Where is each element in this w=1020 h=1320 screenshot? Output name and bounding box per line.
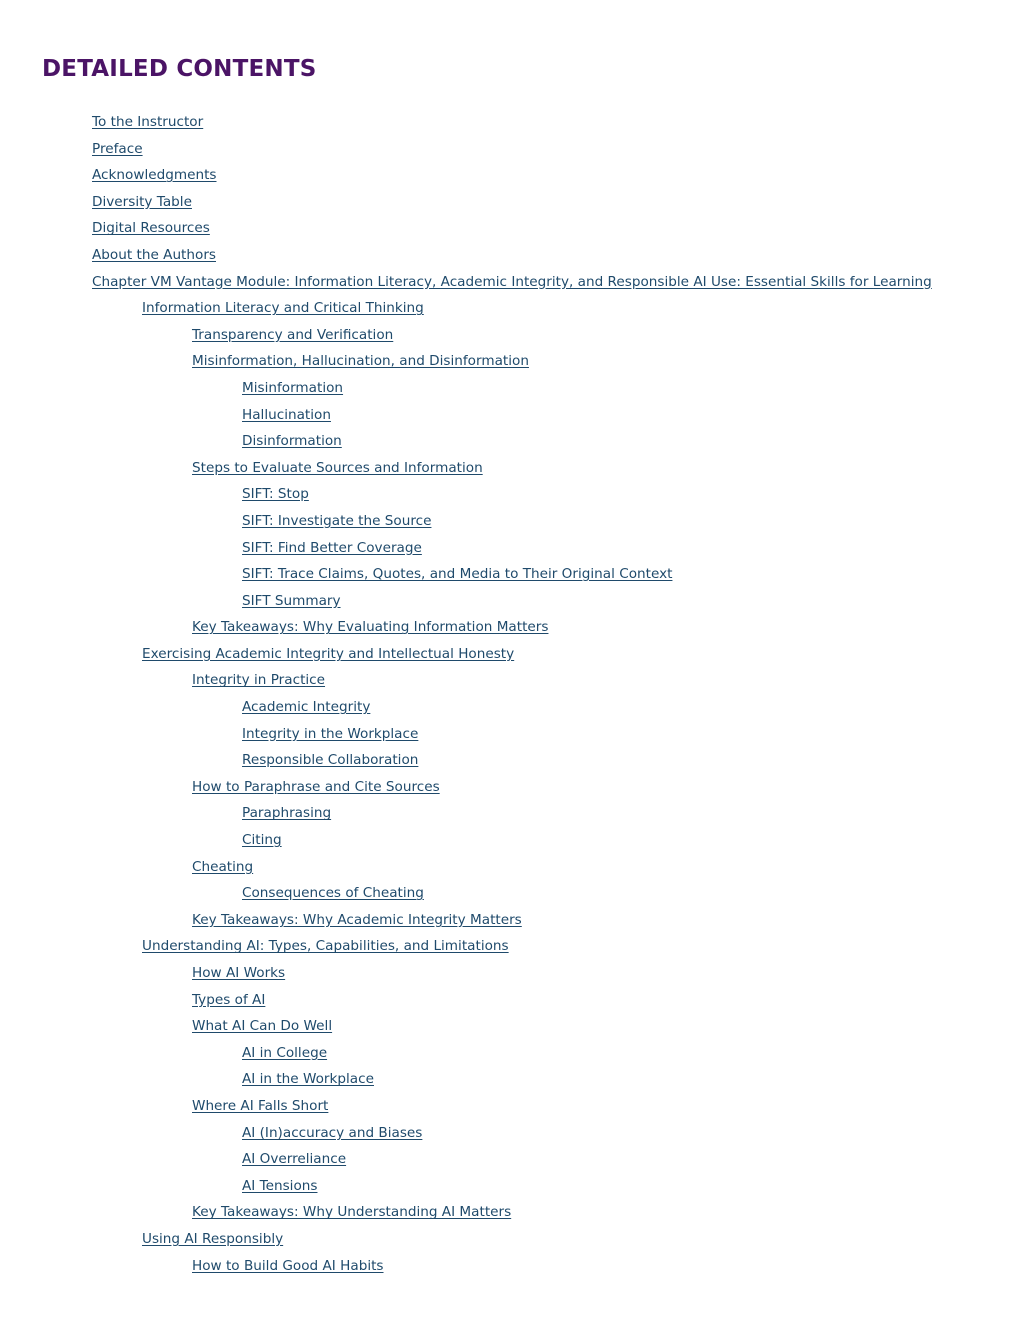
toc-entry	[0, 827, 932, 854]
toc-link[interactable]: Integrity in the Workplace	[242, 725, 419, 742]
toc-link[interactable]: SIFT: Stop	[242, 486, 309, 503]
toc-link[interactable]: AI Overreliance	[242, 1151, 347, 1168]
toc-link[interactable]: Key Takeaways: Why Academic Integrity Matters	[192, 911, 522, 928]
toc-entry	[0, 854, 932, 881]
toc-entry	[0, 614, 932, 641]
toc-link[interactable]: Digital Resources	[92, 220, 210, 237]
toc-entry	[0, 322, 932, 349]
toc-link[interactable]: Hallucination	[242, 406, 331, 423]
toc-entry	[0, 800, 932, 827]
toc-link[interactable]: Understanding AI: Types, Capabilities, and Limitations	[142, 938, 509, 955]
toc-entry	[0, 189, 932, 216]
toc-entry	[0, 1226, 932, 1253]
toc-link[interactable]: Citing	[242, 832, 282, 849]
toc-link[interactable]: How to Build Good AI Habits	[192, 1257, 384, 1274]
toc-link[interactable]: AI in College	[242, 1044, 328, 1061]
toc-link[interactable]: SIFT: Trace Claims, Quotes, and Media to Their Original Context	[242, 566, 673, 583]
toc-entry	[0, 428, 932, 455]
toc-entry	[0, 1093, 932, 1120]
toc-link[interactable]: About the Authors	[92, 246, 216, 263]
toc-entry	[0, 1199, 932, 1226]
toc-link[interactable]: Using AI Responsibly	[142, 1230, 284, 1247]
toc-link[interactable]: Disinformation	[242, 433, 342, 450]
toc-link[interactable]: Key Takeaways: Why Understanding AI Matters	[192, 1204, 512, 1221]
toc-link[interactable]: To the Instructor	[92, 114, 204, 130]
toc-link[interactable]: SIFT: Find Better Coverage	[242, 539, 422, 556]
toc-link[interactable]: Consequences of Cheating	[242, 885, 424, 902]
toc-link[interactable]: Transparency and Verification	[192, 326, 394, 343]
toc-link[interactable]: How to Paraphrase and Cite Sources	[192, 778, 440, 795]
toc-link[interactable]: Types of AI	[192, 991, 266, 1008]
toc-entry	[0, 295, 932, 322]
toc-link[interactable]: Paraphrasing	[242, 805, 332, 822]
toc-link[interactable]: Exercising Academic Integrity and Intellectual Honesty	[142, 645, 515, 662]
toc-link[interactable]: Acknowledgments	[92, 167, 217, 184]
toc-link[interactable]: AI in the Workplace	[242, 1071, 374, 1088]
toc-link[interactable]: Cheating	[192, 858, 254, 875]
toc-entry	[0, 561, 932, 588]
toc-link[interactable]: Preface	[92, 140, 143, 157]
toc-entry	[0, 508, 932, 535]
toc-link[interactable]: Information Literacy and Critical Thinking	[142, 300, 424, 317]
toc-link[interactable]: Steps to Evaluate Sources and Information	[192, 459, 483, 476]
toc-link[interactable]: Diversity Table	[92, 193, 192, 210]
toc-link[interactable]: What AI Can Do Well	[192, 1018, 333, 1035]
toc-link[interactable]: Integrity in Practice	[192, 672, 326, 689]
toc-entry	[0, 1253, 932, 1280]
toc-entry	[0, 1040, 932, 1067]
toc-link[interactable]: How AI Works	[192, 965, 286, 981]
toc-entry	[0, 1146, 932, 1173]
toc-link[interactable]: AI Tensions	[242, 1177, 318, 1194]
toc-entry	[0, 987, 932, 1014]
toc-link[interactable]: Academic Integrity	[242, 699, 371, 716]
toc-link[interactable]: Misinformation, Hallucination, and Disinformation	[192, 353, 529, 370]
toc-entry	[0, 1173, 932, 1200]
toc-link[interactable]: AI (In)accuracy and Biases	[242, 1124, 423, 1141]
toc-entry	[0, 535, 932, 562]
toc-entry	[0, 109, 932, 136]
toc-entry	[0, 242, 932, 269]
toc-entry	[0, 641, 932, 668]
toc-entry	[0, 880, 932, 907]
toc-entry	[0, 136, 932, 163]
table-of-contents	[0, 109, 932, 1279]
toc-entry	[0, 907, 932, 934]
toc-link[interactable]: SIFT Summary	[242, 592, 341, 609]
toc-link[interactable]: Responsible Collaboration	[242, 752, 419, 769]
toc-entry	[0, 933, 932, 960]
toc-entry	[0, 588, 932, 615]
toc-entry	[0, 162, 932, 189]
toc-link[interactable]: Misinformation	[242, 379, 344, 396]
toc-link[interactable]: Key Takeaways: Why Evaluating Information Matters	[192, 619, 549, 636]
toc-entry	[0, 694, 932, 721]
toc-entry	[0, 348, 932, 375]
toc-entry	[0, 455, 932, 482]
toc-entry	[0, 481, 932, 508]
toc-entry	[0, 375, 932, 402]
toc-entry	[0, 1120, 932, 1147]
toc-entry	[0, 960, 932, 987]
toc-link[interactable]: Where AI Falls Short	[192, 1097, 329, 1114]
toc-link[interactable]: SIFT: Investigate the Source	[242, 512, 432, 529]
page-title: DETAILED CONTENTS	[42, 56, 317, 82]
toc-entry	[0, 1013, 932, 1040]
toc-link[interactable]: Chapter VM Vantage Module: Information Literacy, Academic Integrity, and Responsible AI Use: Essential Skills for Learning	[92, 273, 932, 290]
toc-entry	[0, 402, 932, 429]
toc-entry	[0, 269, 932, 296]
toc-entry	[0, 667, 932, 694]
toc-entry	[0, 774, 932, 801]
toc-entry	[0, 747, 932, 774]
toc-entry	[0, 1066, 932, 1093]
toc-entry	[0, 721, 932, 748]
toc-entry	[0, 215, 932, 242]
